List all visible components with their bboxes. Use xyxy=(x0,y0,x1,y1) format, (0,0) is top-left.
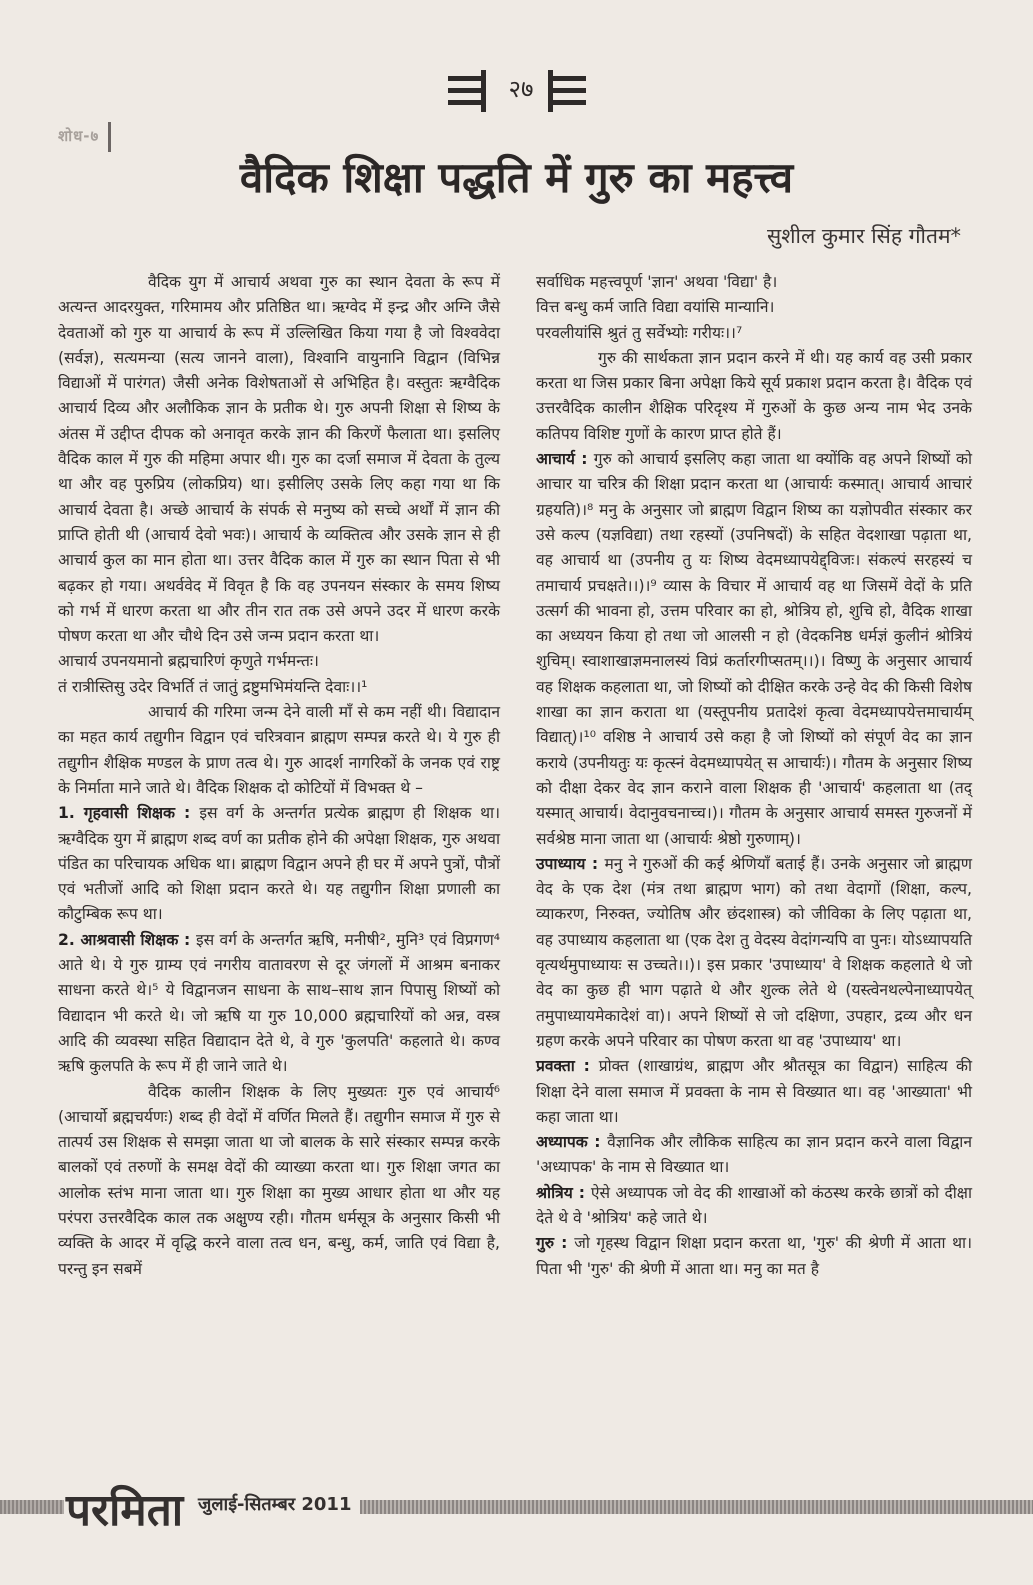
paragraph-heading: उपाध्याय : xyxy=(536,854,605,873)
paragraph xyxy=(536,1130,972,1181)
footer xyxy=(0,1470,1033,1536)
paragraph xyxy=(536,1181,972,1232)
paragraph: वैदिक युग में आचार्य अथवा गुरु का स्थान देवता के रूप में अत्यन्त आदरयुक्त, गरिमामय और प्रतिष्ठित था। ऋग्वेद में इन्द्र और अग्नि जैसे देवताओं को गुरु या आचार्य के रूप में उल्लिखित किया गया है जो विश्ववेदा (सर्वज्ञ), सत्यमन्या (सत्य जानने वाला), विश्वानि वायुनानि विद्वान (विभिन्न विद्याओं में पारंगत) जैसी अनेक विशेषताओं से अभिहित है। वस्तुतः ऋग्वैदिक आचार्य दिव्य और अलौकिक ज्ञान के प्रतीक थे। गुरु अपनी शिक्षा से शिष्य के अंतस में उद्दीप्त दीपक को अनावृत करके ज्ञान की किरणें फैलाता था। इसलिए वैदिक काल में गुरु की महिमा अपार थी। गुरु का दर्जा समाज में देवता के तुल्य था और वह पुरुप्रिय (लोकप्रिय) था। इसीलिए उसके लिए कहा गया था कि आचार्य देवता है। अच्छे आचार्य के संपर्क से मनुष्य को सच्चे अर्थों में ज्ञान की प्राप्ति होती थी (आचार्य देवो भवः)। आचार्य के व्यक्तित्व और उसके ज्ञान से ही आचार्य कुल का मान होता था। उत्तर वैदिक काल में गुरु का स्थान पिता से भी बढ़कर हो गया। अथर्ववेद में विवृत है कि वह उपनयन संस्कार के समय शिष्य को गर्भ में धारण करता था और तीन रात तक उसे अपने उदर में धारण करके पोषण करता था और चौथे दिन उसे जन्म प्रदान करता था। xyxy=(58,273,500,646)
paragraph: आचार्य की गरिमा जन्म देने वाली माँ से कम नहीं थी। विद्यादान का महत कार्य तद्युगीन विद्वान एवं चरित्रवान ब्राह्मण सम्पन्न करते थे। ये गुरु ही तद्युगीन शैक्षिक मण्डल के प्राण तत्व थे। गुरु आदर्श नागरिकों के जनक एवं राष्ट्र के निर्माता माने जाते थे। वैदिक शिक्षक दो कोटियों में विभक्त थे – xyxy=(58,703,500,797)
verse-line: वित्त बन्धु कर्म जाति विद्या वयांसि मान्यानि। xyxy=(536,298,775,317)
paragraph-body: इस वर्ग के अन्तर्गत ऋषि, मनीषी², मुनि³ एवं विप्रगण⁴ आते थे। ये गुरु ग्राम्य एवं नगरीय वातावरण से दूर जंगलों में आश्रम बनाकर साधना करते थे।⁵ ये विद्वानजन साधना के साथ–साथ ज्ञान पिपासु शिष्यों को विद्यादान भी करते थे। जो ऋषि या गुरु 10,000 ब्रह्मचारियों को अन्न, वस्त्र आदि की व्यवस्था सहित विद्यादान देते थे, वे गुरु 'कुलपति' कहलाते थे। कण्व ऋषि कुलपति के रूप में ही जाने जाते थे। xyxy=(58,930,500,1076)
paragraph-body: प्रोक्त (शाखाग्रंथ, ब्राह्मण और श्रौतसूत्र का विद्वान) साहित्य की शिक्षा देने वाला समाज में प्रवक्ता के नाम से विख्यात था। वह 'आख्याता' भी कहा जाता था। xyxy=(536,1057,973,1126)
verse-line: परवलीयांसि श्रुतं तु सर्वेभ्योः गरीयः।।⁷ xyxy=(536,323,743,342)
left-ornament-icon xyxy=(448,76,482,106)
section-tag: शोध-७ xyxy=(58,127,100,145)
paragraph-heading: प्रवक्ता : xyxy=(536,1057,599,1076)
paragraph-heading: आचार्य : xyxy=(536,450,594,469)
paragraph xyxy=(536,1054,972,1130)
paragraph-body: वैज्ञानिक और लौकिक साहित्य का ज्ञान प्रदान करने वाला विद्वान 'अध्यापक' के नाम से विख्यात था। xyxy=(536,1133,972,1177)
paragraph-body: मनु ने गुरुओं की कई श्रेणियाँ बताई हैं। उनके अनुसार जो ब्राह्मण वेद के एक देश (मंत्र तथा ब्राह्मण भाग) को तथा वेदागों (शिक्षा, कल्प, व्याकरण, निरुक्त, ज्योतिष और छंदशास्त्र) को जीविका के लिए पढ़ाता था, वह उपाध्याय कहलाता था (एक देश तु वेदस्य वेदांगन्यपि वा पुनः। योऽध्यापयति वृत्यर्थमुपाध्यायः स उच्चते।।)। इस प्रकार 'उपाध्याय' वे शिक्षक कहलाते थे जो वेद का कुछ ही भाग पढ़ाते थे और शुल्क लेते थे (यस्त्वेनथल्पेनाध्यापयेत् तमुपाध्यायमेकादेशं वा)। अपने शिष्यों से जो दक्षिणा, उपहार, द्रव्य और धन ग्रहण करके अपने परिवार का पोषण करता था वह 'उपाध्याय' था। xyxy=(536,854,973,1050)
right-column xyxy=(536,270,972,1282)
paragraph xyxy=(536,852,972,1054)
footer-stripe xyxy=(360,1500,1033,1514)
magazine-logo: परमिता xyxy=(66,1485,184,1536)
right-ornament-icon xyxy=(552,76,586,106)
paragraph-body: ऐसे अध्यापक जो वेद की शाखाओं को कंठस्थ करके छात्रों को दीक्षा देते थे वे 'श्रोत्रिय' कहे जाते थे। xyxy=(536,1183,972,1227)
page-number-ornament xyxy=(440,66,600,116)
page-number: २७ xyxy=(508,75,534,103)
paragraph-heading: 1. गृहवासी शिक्षक : xyxy=(58,804,200,823)
paragraph-heading: गुरु : xyxy=(536,1234,575,1253)
issue-date: जुलाई-सितम्बर 2011 xyxy=(198,1494,352,1515)
paragraph-body: गुरु को आचार्य इसलिए कहा जाता था क्योंकि वह अपने शिष्यों को आचार या चरित्र की शिक्षा प्रदान करता था (आचार्यः कस्मात्। आचार्य आचारं ग्रहयति)।⁸ मनु के अनुसार जो ब्राह्मण विद्वान शिष्य का यज्ञोपवीत संस्कार कर उसे कल्प (यज्ञविद्या) तथा रहस्यों (उपनिषदों) के सहित वेदशाखा पढ़ाता था, वह आचार्य था (उपनीय तु यः शिष्य वेदमध्यापयेद्द्विजः। संकल्पं सरहस्यं च तमाचार्य प्रचक्षते।।)।⁹ व्यास के विचार में आचार्य वह था जिसमें वेदों के प्रति उत्सर्ग की भावना हो, उत्तम परिवार का हो, श्रोत्रिय हो, शुचि हो, वैदिक शाखा का अध्ययन किया हो तथा जो आलसी न हो (वेदकनिष्ठ धर्मज्ञं कुलीनं श्रोत्रियं शुचिम्। स्वाशाखाज्ञमनालस्यं विप्रं कर्तारगीप्सतम्।।)। विष्णु के अनुसार आचार्य वह शिक्षक कहलाता था, जो शिष्यों को दीक्षित करके उन्हे वेद की किसी विशेष शाखा का ज्ञान कराता था (यस्तूपनीय प्रतादेशं कृत्वा वेदमध्यापयेत्तमाचार्यम् विद्यात्)।¹⁰ वशिष्ठ ने आचार्य उसे कहा है जो शिष्यों को संपूर्ण वेद का ज्ञान कराये (उपनीयतुः यः कृत्स्नं वेदमध्यापयेत् स आचार्यः)। गौतम के अनुसार शिष्य को दीक्षा देकर वेद ज्ञान कराने वाला शिक्षक ही 'आचार्य' कहलाता था (तद् यस्मात् आचार्य। वेदानुवचनाच्च।)। गौतम के अनुसार आचार्य समस्त गुरुजनों में सर्वश्रेष्ठ माना जाता था (आचार्यः श्रेष्ठो गुरुणाम्)। xyxy=(536,450,972,848)
paragraph xyxy=(536,1231,972,1282)
paragraph: सर्वाधिक महत्त्वपूर्ण 'ज्ञान' अथवा 'विद्या' है। xyxy=(536,273,778,291)
paragraph: गुरु की सार्थकता ज्ञान प्रदान करने में थी। यह कार्य वह उसी प्रकार करता था जिस प्रकार बिना अपेक्षा किये सूर्य प्रकाश प्रदान करता है। वैदिक एवं उत्तरवैदिक कालीन शैक्षिक परिदृश्य में गुरुओं के कुछ अन्य नाम भेद उनके कतिपय विशिष्ट गुणों के कारण प्राप्त होते हैं। xyxy=(536,348,972,443)
paragraph xyxy=(58,801,500,927)
verse-line: तं रात्रीस्तिसु उदेर विभर्ति तं जातुं द्रष्टुमभिमंयन्ति देवाः।।¹ xyxy=(58,677,368,696)
paragraph-heading: अध्यापक : xyxy=(536,1133,608,1152)
left-column xyxy=(58,270,500,1282)
author-name: सुशील कुमार सिंह गौतम* xyxy=(767,224,961,248)
paragraph-heading: 2. आश्रवासी शिक्षक : xyxy=(58,930,196,949)
paragraph xyxy=(536,447,972,852)
paragraph-body: इस वर्ग के अन्तर्गत प्रत्येक ब्राह्मण ही शिक्षक था। ऋग्वैदिक युग में ब्राह्मण शब्द वर्ण का प्रतीक होने की अपेक्षा शिक्षक, गुरु अथवा पंडित का परिचायक अधिक था। ब्राह्मण विद्वान अपने ही घर में अपने पुत्रों, पौत्रों एवं भतीजों आदि को शिक्षा प्रदान करते थे। यह तद्युगीन शिक्षा प्रणाली का कौटुम्बिक रूप था। xyxy=(58,804,500,924)
paragraph-heading: श्रोत्रिय : xyxy=(536,1183,591,1202)
verse-line: आचार्य उपनयमानो ब्रह्मचारिणं कृणुते गर्भमन्तः। xyxy=(58,652,319,671)
paragraph xyxy=(58,928,500,1080)
article-title: वैदिक शिक्षा पद्धति में गुरु का महत्त्व xyxy=(239,153,794,202)
paragraph: वैदिक कालीन शिक्षक के लिए मुख्यतः गुरु एवं आचार्य⁶ (आचार्यो ब्रह्मचर्यणः) शब्द ही वेदों में वर्णित मिलते हैं। तद्युगीन समाज में गुरु से तात्पर्य उस शिक्षक से समझा जाता था जो बालक के सारे संस्कार सम्पन्न करके बालकों एवं तरुणों के समक्ष वेदों की व्याख्या करता था। गुरु शिक्षा जगत का आलोक स्तंभ माना जाता था। गुरु शिक्षा का मुख्य आधार होता था और यह परंपरा उत्तरवैदिक काल तक अक्षुण्य रही। गौतम धर्मसूत्र के अनुसार किसी भी व्यक्ति के आदर में वृद्धि करने वाला तत्व धन, बन्धु, कर्म, जाति एवं विद्या है, परन्तु इन सबमें xyxy=(58,1082,500,1278)
paragraph-body: जो गृहस्थ विद्वान शिक्षा प्रदान करता था, 'गुरु' की श्रेणी में आता था। पिता भी 'गुरु' की श्रेणी में आता था। मनु का मत है xyxy=(536,1234,972,1278)
footer-stripe xyxy=(0,1500,64,1514)
